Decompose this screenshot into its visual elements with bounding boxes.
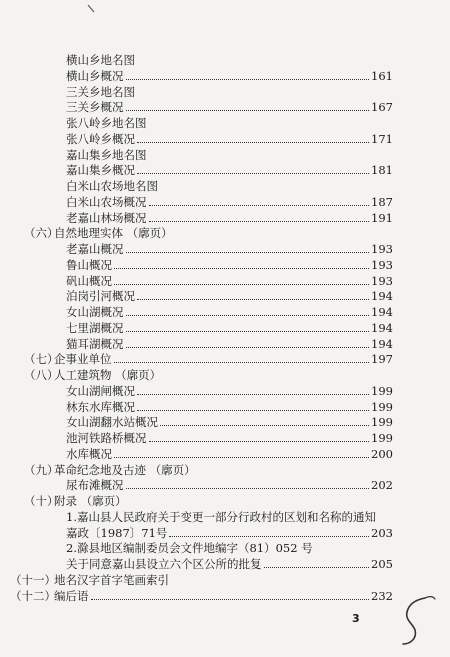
toc-leader-dots xyxy=(169,536,369,537)
toc-section-marker: （八） xyxy=(24,368,59,382)
toc-leader-dots xyxy=(126,488,370,489)
toc-entry-title: 泊岗引河概况 xyxy=(66,289,135,304)
toc-entry-page: 199 xyxy=(371,415,393,430)
toc-leader-dots xyxy=(149,205,370,206)
toc-entry-page: 193 xyxy=(371,273,393,288)
toc-leader-dots xyxy=(149,441,370,442)
toc-entry-page: 167 xyxy=(371,100,393,115)
toc-leader-dots xyxy=(137,410,369,411)
toc-entry-page: 200 xyxy=(371,446,393,461)
toc-entry-title: 白米山农场概况 xyxy=(66,194,147,209)
toc-entry-title: 林东水库概况 xyxy=(66,399,135,414)
toc-entry-title: 女山湖闸概况 xyxy=(66,383,135,398)
toc-entry-title: 矾山概况 xyxy=(66,273,112,288)
toc-entry-title: 张八岭乡地名图 xyxy=(66,116,147,130)
toc-entry-title: 革命纪念地及古迹 （廓页） xyxy=(54,462,196,477)
toc-entry-title: 自然地理实体 （廓页） xyxy=(54,226,173,241)
toc-leader-dots xyxy=(114,362,370,363)
toc-entry-title: 三关乡地名图 xyxy=(66,84,135,99)
toc-leader-dots xyxy=(264,567,370,568)
toc-leader-dots xyxy=(91,599,370,600)
toc-entry-title: 附录 （廓页） xyxy=(54,494,127,508)
toc-entry xyxy=(0,586,450,606)
toc-entry-page: 232 xyxy=(371,588,393,603)
page-number: 3 xyxy=(352,612,360,625)
toc-entry-title: 女山湖概况 xyxy=(66,305,124,319)
toc-entry-title: 关于同意嘉山县设立六个区公所的批复 xyxy=(66,557,262,571)
toc-leader-dots xyxy=(137,173,369,174)
toc-entry-title: 横山乡概况 xyxy=(66,68,124,83)
toc-entry-title: 张八岭乡概况 xyxy=(66,131,135,146)
scan-tick-icon xyxy=(86,2,100,16)
toc-entry-title: 编后语 xyxy=(54,588,89,603)
toc-leader-dots xyxy=(160,425,369,426)
toc-entry-title: 嘉政〔1987〕71号 xyxy=(66,525,168,540)
toc-leader-dots xyxy=(126,315,370,316)
toc-entry-title: 女山湖翻水站概况 xyxy=(66,415,158,430)
toc-entry-page: 194 xyxy=(371,289,393,304)
toc-section-marker: （十） xyxy=(24,494,59,508)
toc-section-marker: （六） xyxy=(24,226,59,241)
toc-entry-page: 194 xyxy=(371,305,393,319)
toc-entry-title: 鲁山概况 xyxy=(66,257,112,272)
toc-entry-title: 水库概况 xyxy=(66,446,112,461)
toc-entry-title: 尿布滩概况 xyxy=(66,478,124,493)
toc-leader-dots xyxy=(126,331,370,332)
toc-entry-page: 193 xyxy=(371,257,393,272)
toc-entry-page: 199 xyxy=(371,383,393,398)
toc-entry-title: 三关乡概况 xyxy=(66,100,124,115)
toc-leader-dots xyxy=(137,142,369,143)
toc-entry-title: 地名汉字首字笔画索引 xyxy=(54,572,169,587)
toc-entry-title: 横山乡地名图 xyxy=(66,53,135,67)
toc-leader-dots xyxy=(137,299,369,300)
toc-entry-title: 企事业单位 xyxy=(54,352,112,367)
toc-leader-dots xyxy=(126,347,370,348)
toc-entry-page: 205 xyxy=(371,557,393,571)
toc-entry-page: 193 xyxy=(371,242,393,256)
toc-leader-dots xyxy=(114,457,369,458)
toc-entry-title: 嘉山集乡地名图 xyxy=(66,147,147,162)
toc-entry-page: 187 xyxy=(371,194,393,209)
toc-leader-dots xyxy=(114,268,369,269)
toc-leader-dots xyxy=(126,79,370,80)
toc-entry-page: 194 xyxy=(371,336,393,351)
toc-entry-title: 老嘉山林场概况 xyxy=(66,210,147,225)
toc-entry-title: 猫耳湖概况 xyxy=(66,336,124,351)
toc-leader-dots xyxy=(126,252,370,253)
toc-entry-page: 161 xyxy=(371,68,393,83)
toc-entry-page: 203 xyxy=(371,525,393,540)
toc-entry-title: 1.嘉山县人民政府关于变更一部分行政村的区划和名称的通知 xyxy=(66,509,376,524)
toc-entry-page: 199 xyxy=(371,399,393,414)
toc-entry-page: 171 xyxy=(371,131,393,146)
toc-entry-page: 199 xyxy=(371,431,393,445)
handwritten-mark-icon xyxy=(385,590,445,650)
toc-leader-dots xyxy=(126,110,370,111)
toc-section-marker: （十一） xyxy=(10,572,56,587)
toc-entry-page: 191 xyxy=(371,210,393,225)
toc-entry-page: 197 xyxy=(371,352,393,367)
toc-leader-dots xyxy=(149,221,370,222)
toc-section-marker: （十二） xyxy=(10,588,56,603)
toc-section-marker: （九） xyxy=(24,462,59,477)
toc-leader-dots xyxy=(114,284,369,285)
toc-entry-title: 七里湖概况 xyxy=(66,320,124,335)
toc-entry-title: 老嘉山概况 xyxy=(66,242,124,256)
toc-entry-page: 194 xyxy=(371,320,393,335)
toc-entry-title: 2.滁县地区编制委员会文件地编字（81）052 号 xyxy=(66,541,313,556)
toc-entry-title: 人工建筑物 （廓页） xyxy=(54,368,162,382)
toc-entry-title: 嘉山集乡概况 xyxy=(66,163,135,178)
toc-entry-page: 202 xyxy=(371,478,393,493)
toc-entry-page: 181 xyxy=(371,163,393,178)
toc-leader-dots xyxy=(137,394,369,395)
toc-entry-title: 池河铁路桥概况 xyxy=(66,431,147,445)
toc-section-marker: （七） xyxy=(24,352,59,367)
toc-entry-title: 白米山农场地名图 xyxy=(66,179,158,193)
